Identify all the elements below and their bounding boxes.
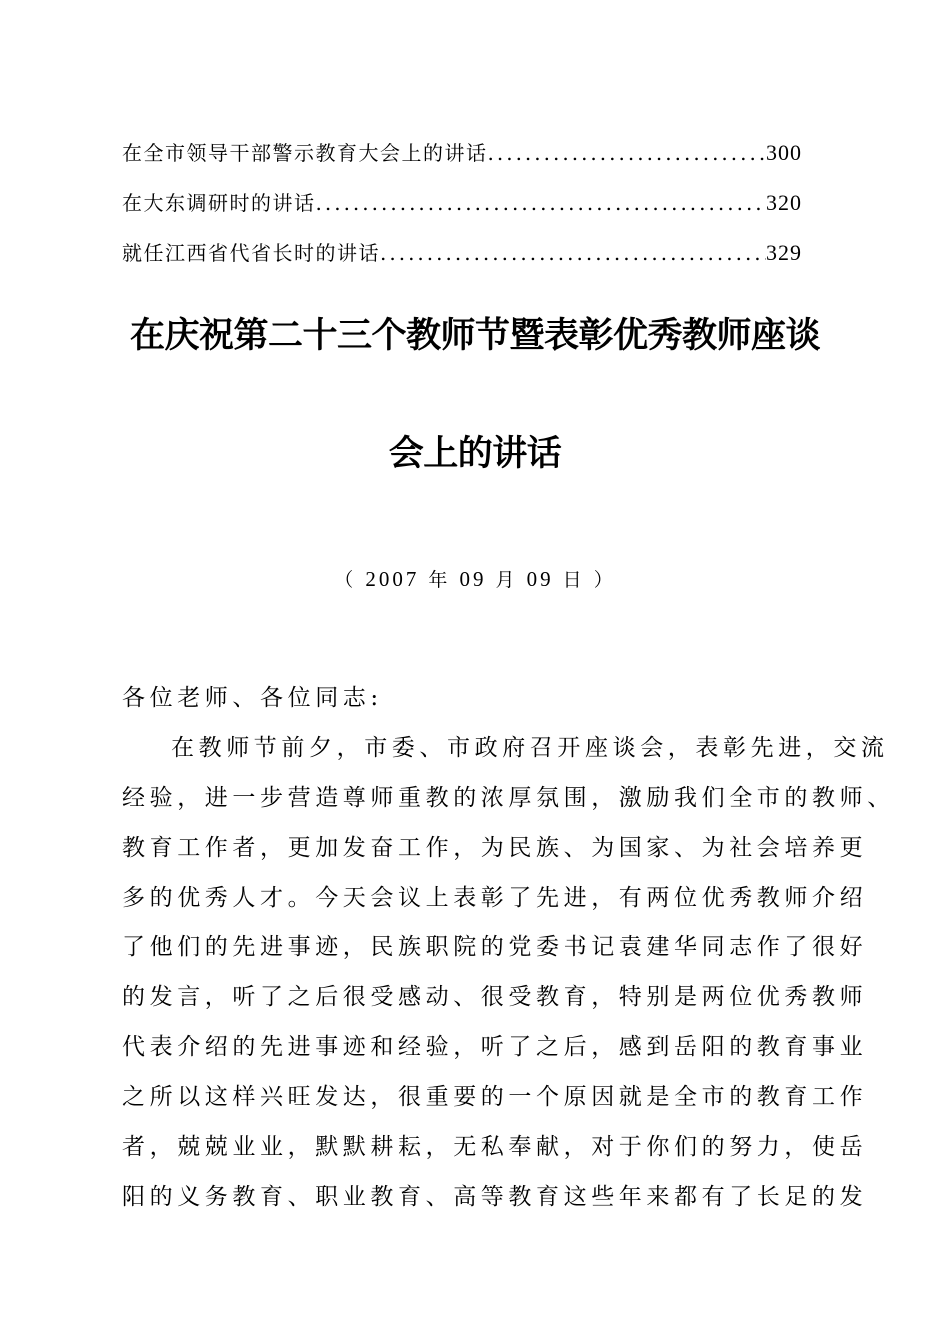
toc-entry[interactable] bbox=[122, 186, 802, 236]
speech-title-line-1: 在庆祝第二十三个教师节暨表彰优秀教师座谈 bbox=[129, 316, 820, 356]
body-line: 了他们的先进事迹，民族职院的党委书记袁建华同志作了很好 bbox=[122, 934, 868, 961]
toc-entry-title: 就任江西省代省长时的讲话 bbox=[122, 241, 380, 265]
table-of-contents bbox=[122, 136, 802, 286]
body-line: 阳的义务教育、职业教育、高等教育这些年来都有了长足的发 bbox=[122, 1183, 868, 1210]
body-line: 代表介绍的先进事迹和经验，听了之后，感到岳阳的教育事业 bbox=[122, 1034, 868, 1061]
body-line: 多的优秀人才。今天会议上表彰了先进，有两位优秀教师介绍 bbox=[122, 884, 868, 911]
toc-leader-dots bbox=[488, 136, 767, 170]
toc-entry-page: 300 bbox=[766, 140, 802, 165]
date-month: 09 bbox=[459, 567, 487, 591]
speech-body bbox=[122, 676, 895, 1225]
toc-leader-dots bbox=[316, 186, 767, 220]
toc-entry-title: 在全市领导干部警示教育大会上的讲话 bbox=[122, 141, 488, 165]
date-day: 09 bbox=[526, 567, 554, 591]
speech-title-line-2: 会上的讲话 bbox=[388, 434, 562, 474]
date-year-unit: 年 bbox=[428, 569, 451, 591]
toc-entry[interactable] bbox=[122, 236, 802, 286]
date-month-unit: 月 bbox=[495, 569, 518, 591]
date-close-paren: ） bbox=[593, 569, 616, 591]
body-line: 之所以这样兴旺发达，很重要的一个原因就是全市的教育工作 bbox=[122, 1084, 868, 1111]
toc-entry-title: 在大东调研时的讲话 bbox=[122, 191, 316, 215]
body-line: 在教师节前夕，市委、市政府召开座谈会，表彰先进，交流 bbox=[171, 734, 889, 761]
date-day-unit: 日 bbox=[562, 569, 585, 591]
speech-date bbox=[0, 565, 950, 592]
salutation: 各位老师、各位同志: bbox=[122, 685, 383, 711]
toc-entry[interactable] bbox=[122, 136, 802, 186]
toc-entry-page: 320 bbox=[766, 190, 802, 215]
toc-leader-dots bbox=[380, 236, 766, 270]
date-open-paren: （ bbox=[334, 569, 357, 591]
body-line: 教育工作者，更加发奋工作，为民族、为国家、为社会培养更 bbox=[122, 834, 868, 861]
body-line: 经验，进一步营造尊师重教的浓厚氛围，激励我们全市的教师、 bbox=[122, 784, 895, 811]
body-line: 者，兢兢业业，默默耕耘，无私奉献，对于你们的努力，使岳 bbox=[122, 1134, 868, 1161]
date-year: 2007 bbox=[365, 567, 420, 591]
toc-entry-page: 329 bbox=[766, 240, 802, 265]
body-line: 的发言，听了之后很受感动、很受教育，特别是两位优秀教师 bbox=[122, 984, 868, 1011]
